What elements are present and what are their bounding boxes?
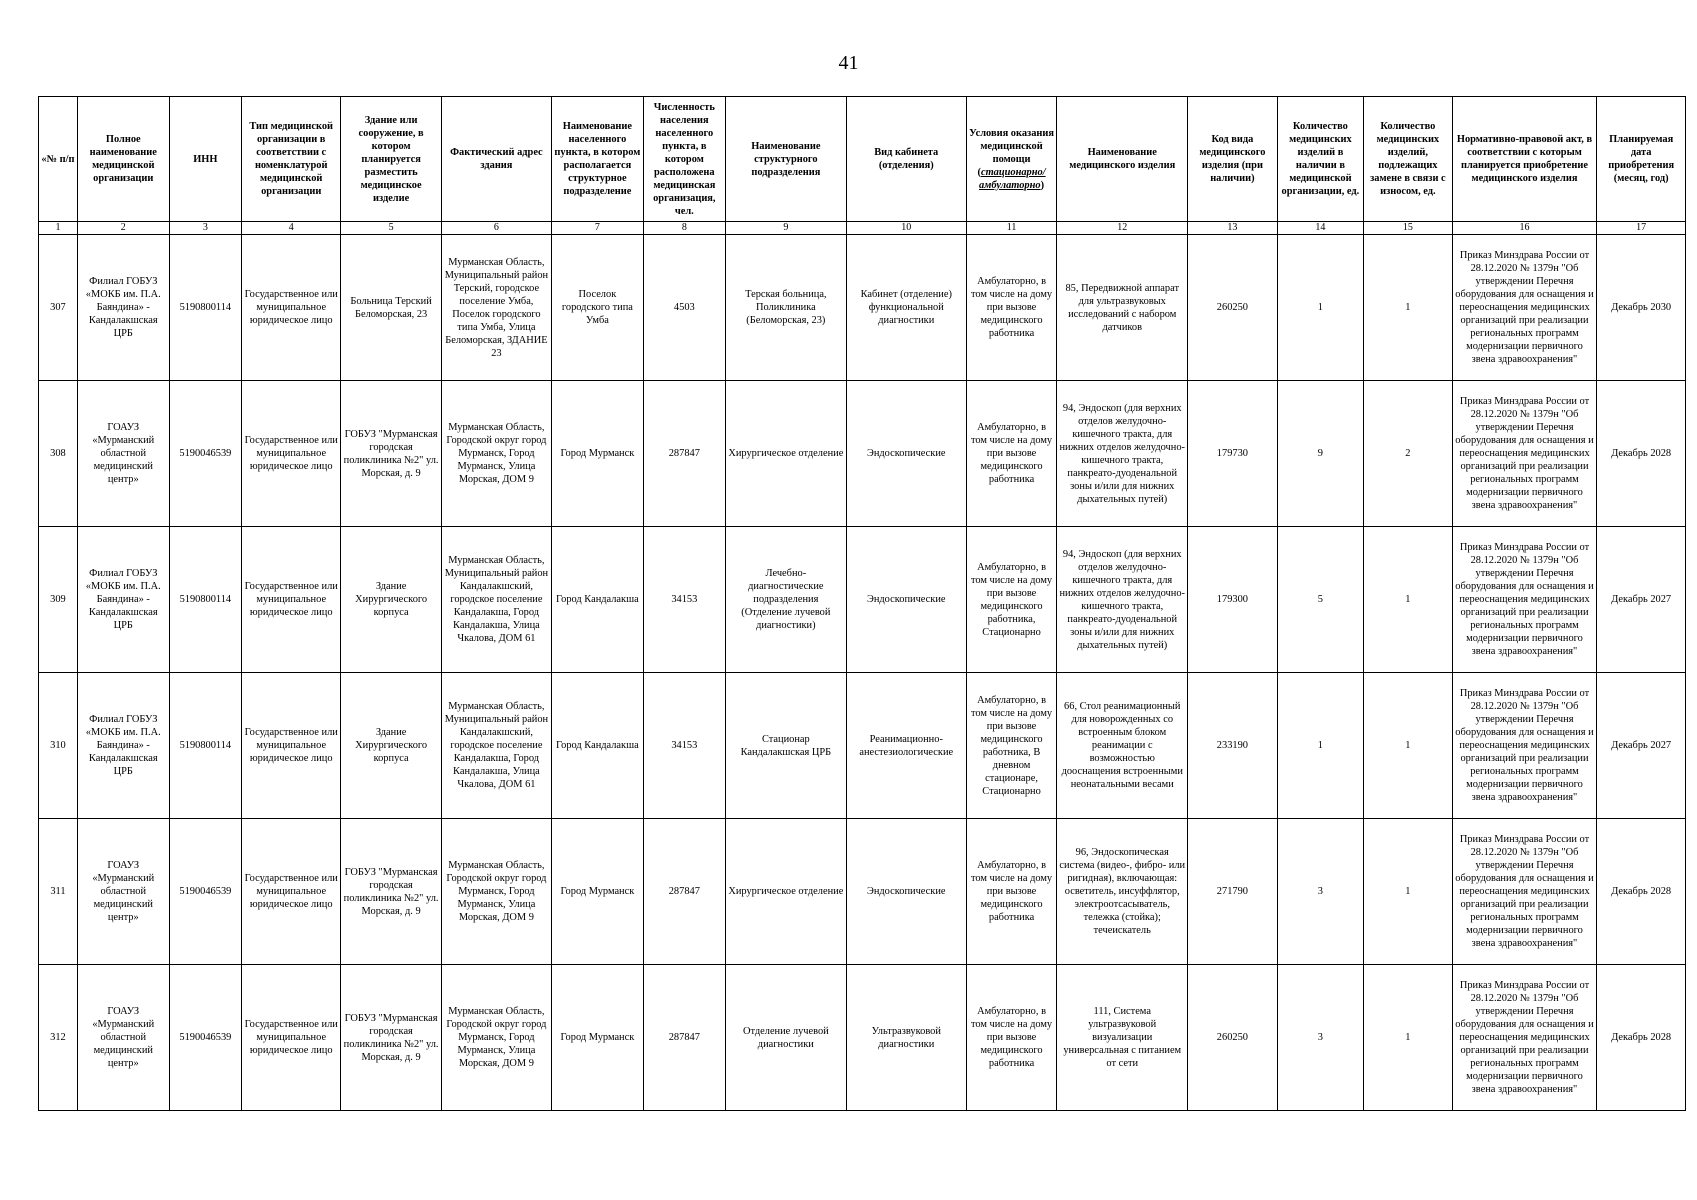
table-cell: 287847 [643, 965, 725, 1111]
header-cell: Наименование медицинского изделия [1057, 97, 1188, 222]
table-cell: Реанимационно-анестезиологические [846, 673, 966, 819]
table-cell: Терская больница, Поликлиника (Беломорская, 23) [725, 235, 846, 381]
table-cell: Декабрь 2028 [1597, 819, 1686, 965]
table-cell: Приказ Минздрава России от 28.12.2020 № 1379н "Об утверждении Перечня оборудования для оснащения и переоснащения медицинских организаций при реализации региональных программ модернизации первичного звена здравоохранения" [1452, 381, 1597, 527]
table-cell: Ультразвуковой диагностики [846, 965, 966, 1111]
header-cell-conditions [966, 97, 1057, 222]
table-cell: Эндоскопические [846, 819, 966, 965]
table-row [39, 673, 1686, 819]
table-cell: 1 [1364, 527, 1453, 673]
table-cell: Государственное или муниципальное юридическое лицо [242, 819, 341, 965]
header-cell: Нормативно-правовой акт, в соответствии с которым планируется приобретение медицинского изделия [1452, 97, 1597, 222]
column-number: 10 [846, 222, 966, 235]
table-cell: Стационар Кандалакшская ЦРБ [725, 673, 846, 819]
table-cell: 5190046539 [169, 965, 241, 1111]
table-cell: Мурманская Область, Муниципальный район Кандалакшский, городское поселение Кандалакша, Город Кандалакша, Улица Чкалова, ДОМ 61 [441, 527, 551, 673]
column-number: 13 [1188, 222, 1278, 235]
header-cell: «№ п/п [39, 97, 78, 222]
table-cell: 312 [39, 965, 78, 1111]
table-cell: Мурманская Область, Муниципальный район Терский, городское поселение Умба, Поселок городского типа Умба, Улица Беломорская, ЗДАНИЕ 23 [441, 235, 551, 381]
table-cell: Отделение лучевой диагностики [725, 965, 846, 1111]
table-cell: Приказ Минздрава России от 28.12.2020 № 1379н "Об утверждении Перечня оборудования для оснащения и переоснащения медицинских организаций при реализации региональных программ модернизации первичного звена здравоохранения" [1452, 965, 1597, 1111]
table-cell: 85, Передвижной аппарат для ультразвуковых исследований с набором датчиков [1057, 235, 1188, 381]
table-cell: Филиал ГОБУЗ «МОКБ им. П.А. Баяндина» - Кандалакшская ЦРБ [77, 235, 169, 381]
table-cell: 287847 [643, 819, 725, 965]
table-cell: 34153 [643, 527, 725, 673]
header-cell: Вид кабинета (отделения) [846, 97, 966, 222]
column-number: 8 [643, 222, 725, 235]
table-cell: Мурманская Область, Городской округ город Мурманск, Город Мурманск, Улица Морская, ДОМ 9 [441, 819, 551, 965]
column-number-row [39, 222, 1686, 235]
table-cell: 34153 [643, 673, 725, 819]
table-row [39, 819, 1686, 965]
table-cell: 1 [1364, 965, 1453, 1111]
header-cell: Количество медицинских изделий, подлежащих замене в связи с износом, ед. [1364, 97, 1453, 222]
table-cell: Декабрь 2027 [1597, 527, 1686, 673]
table-cell: 94, Эндоскоп (для верхних отделов желудочно- кишечного тракта, для нижних отделов желудочно-кишечного тракта, панкреато-дуоденальной зоны и/или для нижних дыхательных путей) [1057, 527, 1188, 673]
table-cell: Больница Терский Беломорская, 23 [341, 235, 441, 381]
table-cell: ГОБУЗ "Мурманская городская поликлиника №2" ул. Морская, д. 9 [341, 965, 441, 1111]
table-cell: 1 [1277, 235, 1363, 381]
header-cell: ИНН [169, 97, 241, 222]
column-number: 2 [77, 222, 169, 235]
table-row [39, 235, 1686, 381]
table-cell: Город Мурманск [551, 381, 643, 527]
table-cell: 5190800114 [169, 527, 241, 673]
table-cell: Приказ Минздрава России от 28.12.2020 № 1379н "Об утверждении Перечня оборудования для оснащения и переоснащения медицинских организаций при реализации региональных программ модернизации первичного звена здравоохранения" [1452, 527, 1597, 673]
header-cell: Фактический адрес здания [441, 97, 551, 222]
header-conditions-prefix: Условия оказания медицинской помощи ( [969, 127, 1054, 178]
table-cell: Лечебно-диагностические подразделения (Отделение лучевой диагностики) [725, 527, 846, 673]
table-cell: Амбулаторно, в том числе на дому при вызове медицинского работника [966, 819, 1057, 965]
table-cell: 309 [39, 527, 78, 673]
table-cell: ГОАУЗ «Мурманский областной медицинский центр» [77, 381, 169, 527]
table-cell: Город Кандалакша [551, 673, 643, 819]
table-cell: 179730 [1188, 381, 1278, 527]
column-number: 15 [1364, 222, 1453, 235]
table-cell: 2 [1364, 381, 1453, 527]
table-cell: 111, Система ультразвуковой визуализации универсальная с питанием от сети [1057, 965, 1188, 1111]
column-number: 17 [1597, 222, 1686, 235]
table-cell: 5190800114 [169, 235, 241, 381]
table-cell: 310 [39, 673, 78, 819]
table-cell: Приказ Минздрава России от 28.12.2020 № 1379н "Об утверждении Перечня оборудования для оснащения и переоснащения медицинских организаций при реализации региональных программ модернизации первичного звена здравоохранения" [1452, 673, 1597, 819]
table-cell: 260250 [1188, 965, 1278, 1111]
table-cell: 5 [1277, 527, 1363, 673]
table-cell: 3 [1277, 819, 1363, 965]
table-row [39, 527, 1686, 673]
table-cell: Мурманская Область, Муниципальный район Кандалакшский, городское поселение Кандалакша, Город Кандалакша, Улица Чкалова, ДОМ 61 [441, 673, 551, 819]
header-conditions-italic: стационарно/ амбулаторно [979, 166, 1046, 191]
table-cell: Мурманская Область, Городской округ город Мурманск, Город Мурманск, Улица Морская, ДОМ 9 [441, 965, 551, 1111]
table-cell: Хирургическое отделение [725, 381, 846, 527]
table-row [39, 965, 1686, 1111]
header-cell: Здание или сооружение, в котором планируется разместить медицинское изделие [341, 97, 441, 222]
table-cell: Государственное или муниципальное юридическое лицо [242, 235, 341, 381]
header-cell: Численность населения населенного пункта, в котором расположена медицинская организация, чел. [643, 97, 725, 222]
table-cell: 308 [39, 381, 78, 527]
column-number: 9 [725, 222, 846, 235]
table-cell: Декабрь 2027 [1597, 673, 1686, 819]
table-cell: Амбулаторно, в том числе на дому при вызове медицинского работника [966, 965, 1057, 1111]
table-cell: 179300 [1188, 527, 1278, 673]
table-cell: 5190800114 [169, 673, 241, 819]
table-cell: 1 [1364, 235, 1453, 381]
table-cell: 3 [1277, 965, 1363, 1111]
table-cell: Декабрь 2030 [1597, 235, 1686, 381]
table-body [39, 222, 1686, 1111]
table-cell: Эндоскопические [846, 527, 966, 673]
table-cell: 9 [1277, 381, 1363, 527]
table-cell: 307 [39, 235, 78, 381]
table-cell: Приказ Минздрава России от 28.12.2020 № 1379н "Об утверждении Перечня оборудования для оснащения и переоснащения медицинских организаций при реализации региональных программ модернизации первичного звена здравоохранения" [1452, 235, 1597, 381]
table-cell: Поселок городского типа Умба [551, 235, 643, 381]
table-cell: ГОАУЗ «Мурманский областной медицинский центр» [77, 819, 169, 965]
table-cell: Государственное или муниципальное юридическое лицо [242, 527, 341, 673]
table-cell: 1 [1364, 819, 1453, 965]
table-cell: 260250 [1188, 235, 1278, 381]
table-cell: 311 [39, 819, 78, 965]
header-cell: Наименование населенного пункта, в котором располагается структурное подразделение [551, 97, 643, 222]
table-cell: Филиал ГОБУЗ «МОКБ им. П.А. Баяндина» - Кандалакшская ЦРБ [77, 527, 169, 673]
table-cell: Город Мурманск [551, 965, 643, 1111]
table-cell: Амбулаторно, в том числе на дому при вызове медицинского работника, В дневном стационаре, Стационарно [966, 673, 1057, 819]
header-cell: Полное наименование медицинской организации [77, 97, 169, 222]
table-cell: 287847 [643, 381, 725, 527]
table-cell: Эндоскопические [846, 381, 966, 527]
column-number: 11 [966, 222, 1057, 235]
table-cell: 1 [1277, 673, 1363, 819]
header-cell: Количество медицинских изделий в наличии в медицинской организации, ед. [1277, 97, 1363, 222]
table-cell: Здание Хирургического корпуса [341, 673, 441, 819]
column-number: 12 [1057, 222, 1188, 235]
table-cell: Амбулаторно, в том числе на дому при вызове медицинского работника [966, 235, 1057, 381]
column-number: 14 [1277, 222, 1363, 235]
column-number: 5 [341, 222, 441, 235]
header-cell: Тип медицинской организации в соответствии с номенклатурой медицинской организации [242, 97, 341, 222]
table-cell: Город Кандалакша [551, 527, 643, 673]
table-cell: 4503 [643, 235, 725, 381]
table-cell: Декабрь 2028 [1597, 381, 1686, 527]
table-cell: Государственное или муниципальное юридическое лицо [242, 673, 341, 819]
table-cell: Государственное или муниципальное юридическое лицо [242, 381, 341, 527]
table-cell: Декабрь 2028 [1597, 965, 1686, 1111]
table-cell: Филиал ГОБУЗ «МОКБ им. П.А. Баяндина» - Кандалакшская ЦРБ [77, 673, 169, 819]
table-cell: Государственное или муниципальное юридическое лицо [242, 965, 341, 1111]
table-cell: ГОБУЗ "Мурманская городская поликлиника №2" ул. Морская, д. 9 [341, 819, 441, 965]
table-cell: 5190046539 [169, 819, 241, 965]
table-cell: Кабинет (отделение) функциональной диагностики [846, 235, 966, 381]
column-number: 3 [169, 222, 241, 235]
table-cell: Город Мурманск [551, 819, 643, 965]
table-cell: Мурманская Область, Городской округ город Мурманск, Город Мурманск, Улица Морская, ДОМ 9 [441, 381, 551, 527]
table-row [39, 381, 1686, 527]
table-cell: Приказ Минздрава России от 28.12.2020 № 1379н "Об утверждении Перечня оборудования для оснащения и переоснащения медицинских организаций при реализации региональных программ модернизации первичного звена здравоохранения" [1452, 819, 1597, 965]
column-number: 7 [551, 222, 643, 235]
table-cell: 96, Эндоскопическая система (видео-, фибро- или ригидная), включающая: осветитель, инсуффлятор, электроотсасыватель, тележка (стойка); течеискатель [1057, 819, 1188, 965]
table-cell: 233190 [1188, 673, 1278, 819]
table-cell: ГОАУЗ «Мурманский областной медицинский центр» [77, 965, 169, 1111]
table-cell: Амбулаторно, в том числе на дому при вызове медицинского работника, Стационарно [966, 527, 1057, 673]
table-cell: 5190046539 [169, 381, 241, 527]
column-number: 1 [39, 222, 78, 235]
column-number: 6 [441, 222, 551, 235]
table-header-row [39, 97, 1686, 222]
header-cell: Наименование структурного подразделения [725, 97, 846, 222]
medical-equipment-table [38, 96, 1686, 1111]
table-cell: Хирургическое отделение [725, 819, 846, 965]
column-number: 4 [242, 222, 341, 235]
table-cell: 66, Стол реанимационный для новорожденных со встроенным блоком реанимации с возможностью дооснащения встроенными неонатальными весами [1057, 673, 1188, 819]
table-cell: 94, Эндоскоп (для верхних отделов желудочно- кишечного тракта, для нижних отделов желудочно-кишечного тракта, панкреато-дуоденальной зоны и/или для нижних дыхательных путей) [1057, 381, 1188, 527]
table-cell: 1 [1364, 673, 1453, 819]
header-cell: Планируемая дата приобретения (месяц, год) [1597, 97, 1686, 222]
table-cell: Здание Хирургического корпуса [341, 527, 441, 673]
table-cell: 271790 [1188, 819, 1278, 965]
table-cell: ГОБУЗ "Мурманская городская поликлиника №2" ул. Морская, д. 9 [341, 381, 441, 527]
header-cell: Код вида медицинского изделия (при наличии) [1188, 97, 1278, 222]
column-number: 16 [1452, 222, 1597, 235]
header-conditions-suffix: ) [1040, 179, 1045, 191]
page-number: 41 [838, 52, 859, 74]
table-cell: Амбулаторно, в том числе на дому при вызове медицинского работника [966, 381, 1057, 527]
